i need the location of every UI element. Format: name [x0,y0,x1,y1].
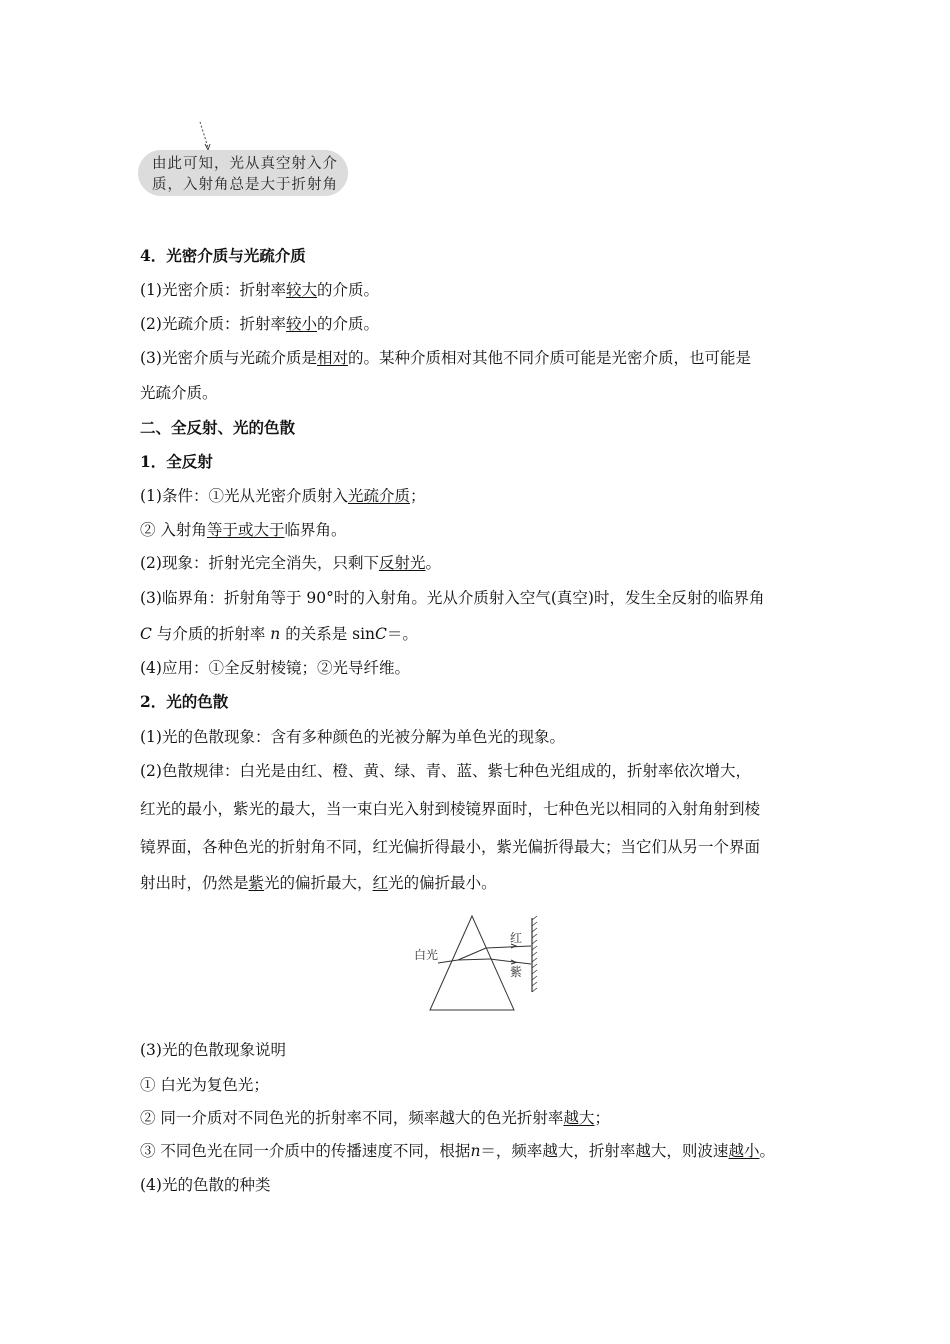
explanation-b: ② 同一介质对不同色光的折射率不同，频率越大的色光折射率越大； [140,1109,610,1127]
exit-ray-violet [490,959,531,964]
dispersion-definition: (1)光的色散现象：含有多种颜色的光被分解为单色光的现象。 [140,728,565,746]
note-pointer-arrow [196,120,216,154]
label-red: 红 [510,931,523,945]
dispersion-rule-line-3: 镜界面，各种色光的折射角不同，红光偏折得最小，紫光偏折得最大；当它们从另一个界面 [140,838,761,856]
dispersion-heading: 2．光的色散 [140,692,229,711]
critical-angle-line: (3)临界角：折射角等于 90°时的入射角。光从介质射入空气(真空)时，发生全反射的临界角 [140,589,765,607]
label-violet: 紫 [510,965,523,979]
dispersion-rule-line-1: (2)色散规律：白光是由红、橙、黄、绿、青、蓝、紫七种色光组成的，折射率依次增大， [140,762,751,780]
margin-note-line-1: 由此可知，光从真空射入介 [152,156,338,172]
phenomenon-line: (2)现象：折射光完全消失，只剩下反射光。 [140,554,441,572]
paragraph-dense-medium: (1)光密介质：折射率较大的介质。 [140,281,379,299]
exit-ray-red [486,946,531,948]
paragraph-relativity: (3)光密介质与光疏介质是相对的。某种介质相对其他不同介质可能是光密介质，也可能是 [140,349,751,367]
applications-line: (4)应用：①全反射棱镜；②光导纤维。 [140,659,410,677]
ray-in-prism-violet [458,959,490,960]
section-4-heading: 4．光密介质与光疏介质 [140,246,306,265]
dispersion-rule-line-2: 红光的最小，紫光的最大，当一束白光入射到棱镜界面时，七种色光以相同的入射角射到棱 [140,800,761,818]
part-2-heading: 二、全反射、光的色散 [140,418,296,437]
condition-2: ② 入射角等于或大于临界角。 [140,521,347,539]
dispersion-types-heading: (4)光的色散的种类 [140,1176,271,1194]
critical-angle-relation: C 与介质的折射率 n 的关系是 sinC＝。 [140,625,418,643]
margin-note-line-2: 质，入射角总是大于折射角 [152,177,338,193]
dispersion-explanation-heading: (3)光的色散现象说明 [140,1041,286,1059]
paragraph-relativity-cont: 光疏介质。 [140,384,218,402]
prism-triangle [430,916,514,1010]
screen-hatching [532,916,537,992]
label-white-light: 白光 [414,948,439,962]
prism-dispersion-figure [410,912,545,1014]
dispersion-rule-line-4: 射出时，仍然是紫光的偏折最大，红光的偏折最小。 [140,874,497,892]
incident-ray [438,960,458,963]
explanation-a: ① 白光为复色光； [140,1076,269,1094]
ray-in-prism-red [458,948,486,960]
condition-1: (1)条件：①光从光密介质射入光疏介质； [140,487,426,505]
paragraph-sparse-medium: (2)光疏介质：折射率较小的介质。 [140,315,379,333]
explanation-c: ③ 不同色光在同一介质中的传播速度不同，根据n＝，频率越大，折射率越大，则波速越小。 [140,1142,775,1160]
total-reflection-heading: 1．全反射 [140,452,213,471]
